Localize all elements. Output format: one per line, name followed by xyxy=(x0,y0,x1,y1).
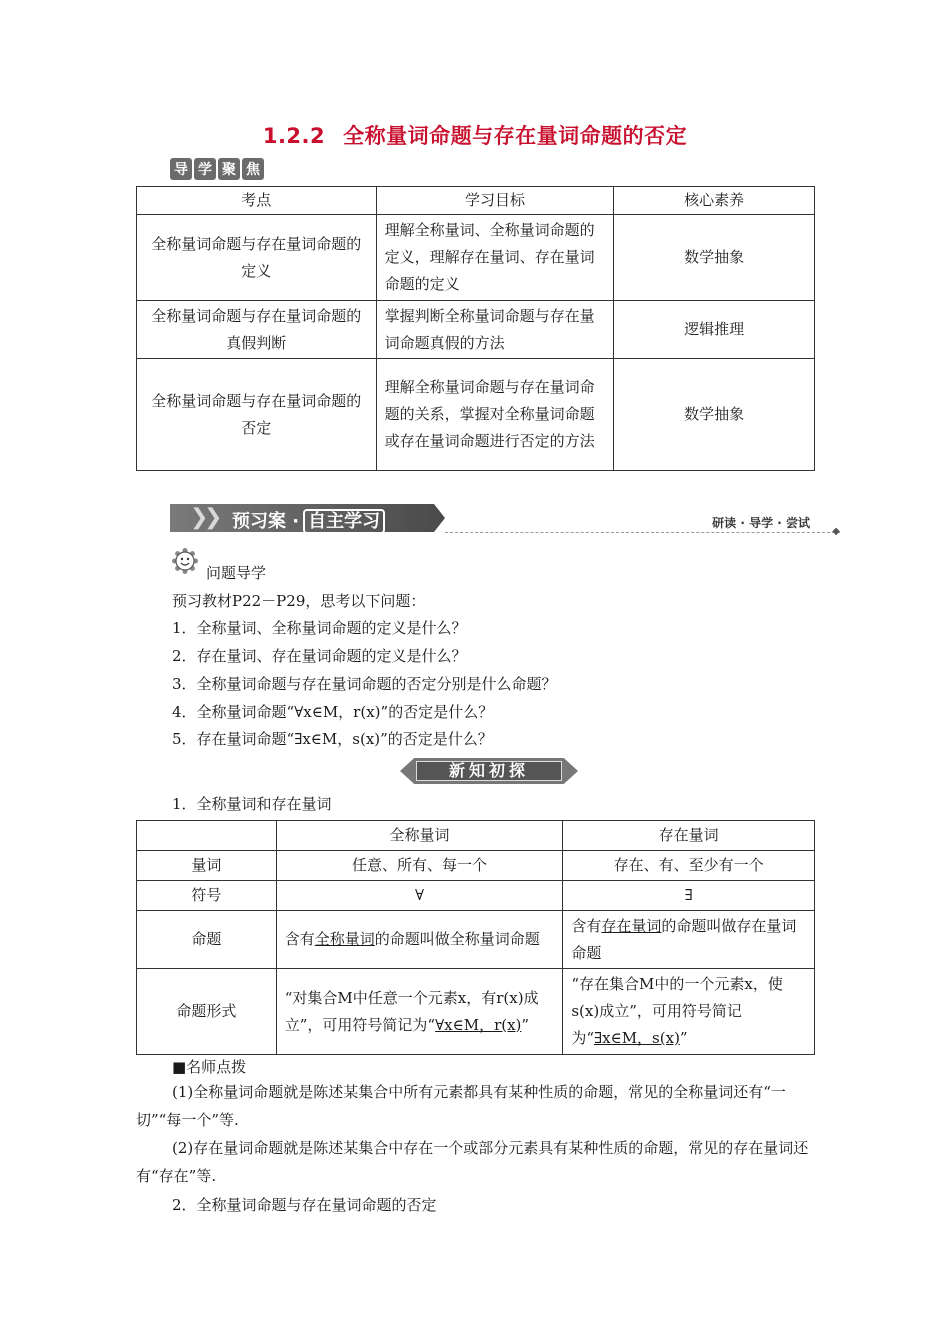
table-row xyxy=(137,969,815,1055)
questions-intro: 预习教材P22－P29，思考以下问题： xyxy=(172,592,426,610)
question-item: 4．全称量词命题“∀x∈M，r(x)”的否定是什么？ xyxy=(172,703,494,721)
table-row xyxy=(137,301,815,359)
text-run: 的命题叫做存在量词命题 xyxy=(571,916,797,962)
row-label: 命题 xyxy=(137,911,277,969)
header-universal: 全称量词 xyxy=(276,821,563,851)
header-goal: 学习目标 xyxy=(376,187,614,215)
focus-badge xyxy=(170,158,264,180)
header-empty xyxy=(137,821,277,851)
text-run: “存在集合M中的一个元素x，使s(x)成立”，可用符号简记为“ xyxy=(571,975,783,1047)
quantifier-table xyxy=(136,820,815,1055)
section-heading: 2．全称量词命题与存在量词命题的否定 xyxy=(172,1196,437,1214)
goals-table xyxy=(136,186,815,471)
page-title xyxy=(0,120,950,150)
table-header-row xyxy=(137,187,815,215)
diamond-icon: ◆ xyxy=(832,526,840,537)
tips-heading: ■名师点拨 xyxy=(172,1058,247,1076)
goal-cell: 理解全称量词、全称量词命题的定义，理解存在量词、存在量词命题的定义 xyxy=(376,215,614,301)
topic-cell: 全称量词命题与存在量词命题的定义 xyxy=(137,215,377,301)
universal-cell xyxy=(276,911,563,969)
question-item: 3．全称量词命题与存在量词命题的否定分别是什么命题？ xyxy=(172,675,557,693)
badge-char: 学 xyxy=(194,158,216,180)
tips-paragraph: (2)存在量词命题就是陈述某集合中存在一个或部分元素具有某种性质的命题，常见的存在量词还有“存在”等. xyxy=(136,1139,809,1185)
table-row xyxy=(137,359,815,471)
header-competency: 核心素养 xyxy=(614,187,815,215)
table-row xyxy=(137,215,815,301)
badge-char: 焦 xyxy=(242,158,264,180)
text-run: “对集合M中任意一个元素x，有r(x)成立”，可用符号简记为“ xyxy=(284,988,539,1034)
badge-char: 导 xyxy=(170,158,192,180)
question-item: 5．存在量词命题“∃x∈M，s(x)”的否定是什么？ xyxy=(172,730,493,748)
header-existential: 存在量词 xyxy=(563,821,815,851)
text-run: 的命题叫做全称量词命题 xyxy=(374,930,540,948)
table-row xyxy=(137,881,815,911)
banner-label: 新知初探 xyxy=(416,761,562,781)
banner-right-text: 研读 · 导学 · 尝试 xyxy=(712,516,810,530)
topic-cell: 全称量词命题与存在量词命题的真假判断 xyxy=(137,301,377,359)
smiley-icon xyxy=(172,548,198,574)
question-item: 1．全称量词、全称量词命题的定义是什么？ xyxy=(172,619,467,637)
underlined-formula: ∀x∈M，r(x) xyxy=(435,1015,522,1034)
table-row xyxy=(137,851,815,881)
section-heading: 1．全称量词和存在量词 xyxy=(172,795,332,813)
banner-title xyxy=(232,507,385,533)
chevron-right-icon: ❯ xyxy=(190,505,209,530)
underlined-term: 全称量词 xyxy=(314,930,375,948)
banner-left-text: 预习案 · xyxy=(232,511,300,532)
chevron-right-icon: ❯ xyxy=(204,505,223,530)
underlined-formula: ∃x∈M，s(x) xyxy=(594,1029,680,1047)
competency-cell: 数学抽象 xyxy=(614,215,815,301)
new-knowledge-banner xyxy=(400,758,578,784)
underlined-term: 存在量词 xyxy=(601,916,662,935)
text-run: 含有 xyxy=(284,930,315,948)
text-run: ” xyxy=(521,1015,530,1034)
universal-cell: ∀ xyxy=(276,881,563,911)
competency-cell: 逻辑推理 xyxy=(614,301,815,359)
universal-cell: 任意、所有、每一个 xyxy=(276,851,563,881)
tips-paragraph: (1)全称量词命题就是陈述某集合中所有元素都具有某种性质的命题，常见的全称量词还有“一切”“每一个”等. xyxy=(136,1083,786,1129)
competency-cell: 数学抽象 xyxy=(614,359,815,471)
existential-cell xyxy=(563,969,815,1055)
text-run: ” xyxy=(679,1029,688,1047)
banner-divider xyxy=(445,532,840,533)
topic-cell: 全称量词命题与存在量词命题的否定 xyxy=(137,359,377,471)
badge-char: 聚 xyxy=(218,158,240,180)
universal-cell xyxy=(276,969,563,1055)
section-number: 1.2.2 xyxy=(262,124,326,148)
existential-cell: ∃ xyxy=(563,881,815,911)
questions-heading: 问题导学 xyxy=(206,564,267,582)
text-run: 含有 xyxy=(571,916,602,935)
existential-cell xyxy=(563,911,815,969)
section-banner xyxy=(170,502,840,536)
table-row xyxy=(137,911,815,969)
existential-cell: 存在、有、至少有一个 xyxy=(563,851,815,881)
title-text: 全称量词命题与存在量词命题的否定 xyxy=(343,124,688,148)
table-header-row xyxy=(137,821,815,851)
row-label: 量词 xyxy=(137,851,277,881)
header-topic: 考点 xyxy=(137,187,377,215)
question-item: 2．存在量词、存在量词命题的定义是什么？ xyxy=(172,647,467,665)
goal-cell: 掌握判断全称量词命题与存在量词命题真假的方法 xyxy=(376,301,614,359)
row-label: 符号 xyxy=(137,881,277,911)
row-label: 命题形式 xyxy=(137,969,277,1055)
banner-boxed-text: 自主学习 xyxy=(303,509,385,534)
goal-cell: 理解全称量词命题与存在量词命题的关系，掌握对全称量词命题或存在量词命题进行否定的方法 xyxy=(376,359,614,471)
